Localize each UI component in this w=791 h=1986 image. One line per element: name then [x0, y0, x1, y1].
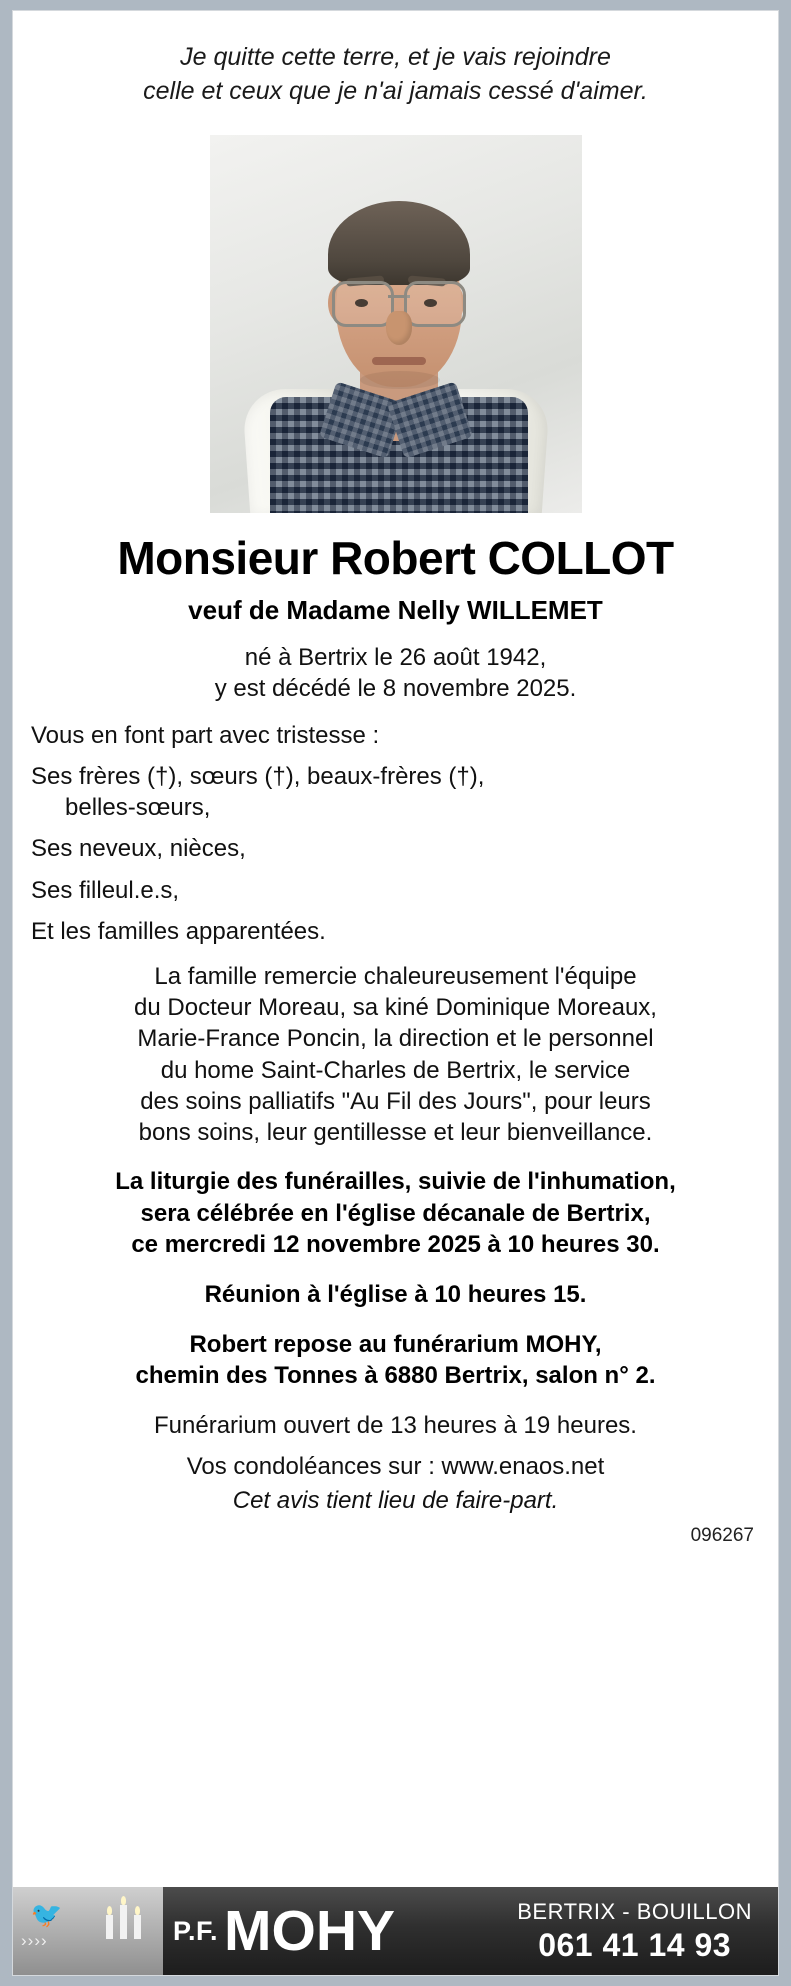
quote-line-1: Je quitte cette terre, et je vais rejoindre — [180, 43, 611, 71]
thanks-line: du Docteur Moreau, sa kiné Dominique Moreaux, — [134, 994, 657, 1022]
lens-left — [332, 281, 394, 327]
quote-line-2: celle et ceux que je n'ai jamais cessé d'aimer. — [143, 76, 648, 105]
funeral-notice-card — [12, 10, 779, 1976]
family-item — [31, 833, 760, 864]
repose-line: Robert repose au funérarium MOHY, — [189, 1330, 602, 1358]
repose-line: chemin des Tonnes à 6880 Bertrix, salon n° 2. — [135, 1362, 656, 1390]
thanks-line: des soins palliatifs "Au Fil des Jours", pour leurs — [140, 1087, 651, 1115]
gathering-line: Réunion à l'église à 10 heures 15. — [204, 1281, 587, 1309]
memorial-quote — [53, 41, 738, 109]
family-item-main: Et les familles apparentées. — [31, 917, 326, 945]
bird-icon: 🐦 — [28, 1895, 67, 1933]
family-item-main: Ses neveux, nièces, — [31, 835, 246, 863]
family-item — [31, 875, 760, 906]
family-item-sub: belles-sœurs, — [65, 794, 211, 822]
thanks-line: Marie-France Poncin, la direction et le personnel — [137, 1025, 654, 1053]
liturgy-block — [31, 1166, 760, 1261]
funeral-home-hours: Funérarium ouvert de 13 heures à 19 heures. — [154, 1412, 637, 1440]
mouth — [372, 357, 426, 365]
candles-icon — [106, 1905, 141, 1939]
notice-note: Cet avis tient lieu de faire-part. — [232, 1486, 559, 1514]
pf-label: P.F. — [173, 1915, 219, 1946]
family-item-main: Ses filleul.e.s, — [31, 876, 180, 904]
nose — [386, 311, 412, 345]
footer-banner — [13, 1887, 778, 1975]
deceased-name: Monsieur Robert COLLOT — [117, 531, 674, 584]
footer-locations: BERTRIX - BOUILLON — [517, 1898, 752, 1924]
portrait-container — [210, 135, 582, 513]
family-item — [31, 916, 760, 947]
announcement-intro: Vous en font part avec tristesse : — [31, 721, 380, 749]
thanks-block — [31, 961, 760, 1148]
birth-line: né à Bertrix le 26 août 1942, — [244, 643, 547, 671]
portrait-photo — [210, 135, 582, 513]
thanks-line: bons soins, leur gentillesse et leur bienveillance. — [138, 1118, 653, 1146]
announcement-block — [31, 720, 760, 947]
chin-shadow — [360, 371, 440, 389]
birth-death-block — [31, 642, 760, 704]
death-line: y est décédé le 8 novembre 2025. — [214, 674, 577, 702]
reference-number: 096267 — [690, 1524, 754, 1546]
spouse-relation: veuf de Madame Nelly WILLEMET — [188, 594, 603, 625]
lens-right — [404, 281, 466, 327]
liturgy-line: ce mercredi 12 novembre 2025 à 10 heures 30. — [131, 1231, 660, 1259]
family-item-main: Ses frères (†), sœurs (†), beaux-frères (†), — [31, 763, 485, 791]
liturgy-line: sera célébrée en l'église décanale de Bertrix, — [140, 1199, 651, 1227]
thanks-line: La famille remercie chaleureusement l'équipe — [154, 963, 637, 990]
footer-phone: 061 41 14 93 — [538, 1926, 732, 1963]
liturgy-line: La liturgie des funérailles, suivie de l'inhumation, — [115, 1168, 676, 1196]
thanks-line: du home Saint-Charles de Bertrix, le service — [160, 1056, 631, 1084]
family-item — [31, 761, 760, 823]
logo-block — [13, 1887, 163, 1975]
footer-contact — [517, 1899, 778, 1964]
company-name: MOHY — [224, 1898, 396, 1963]
repose-block — [31, 1329, 760, 1392]
flying-birds-icon: ›››› — [21, 1931, 48, 1950]
condolences-line: Vos condoléances sur : www.enaos.net — [186, 1452, 605, 1480]
